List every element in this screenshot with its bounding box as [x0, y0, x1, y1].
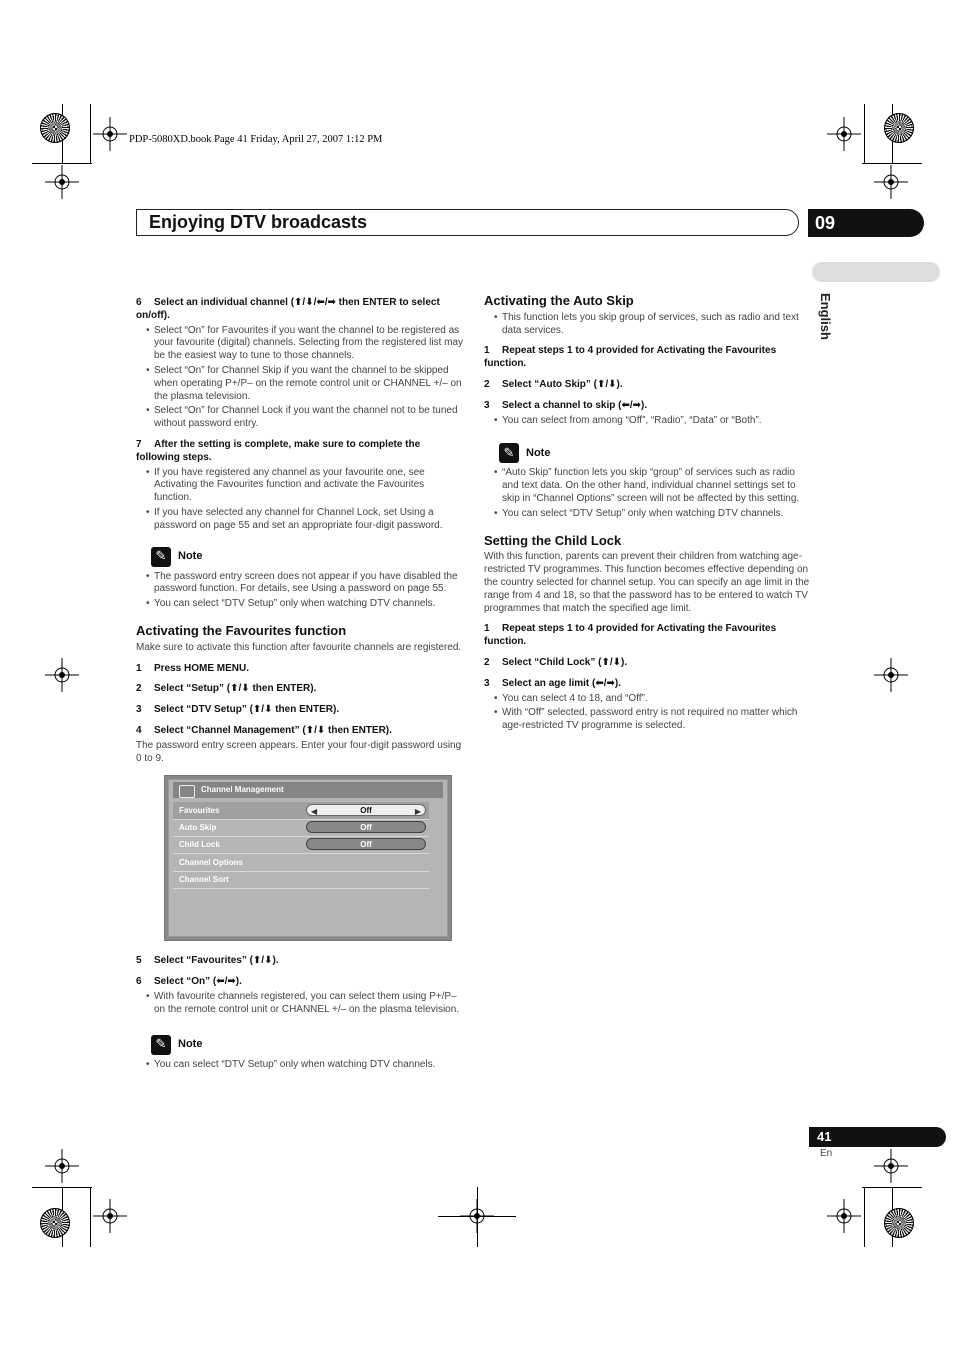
- step: 1 Repeat steps 1 to 4 provided for Activating the Favourites function.: [484, 345, 777, 370]
- step: 1 Repeat steps 1 to 4 provided for Activating the Favourites function.: [484, 623, 777, 648]
- pencil-note-icon: ✎: [151, 547, 171, 567]
- step: 4 Select “Channel Management” (⬆/⬇ then ENTER).: [136, 724, 392, 736]
- registration-crosshair-icon: [827, 117, 861, 151]
- registration-crosshair-icon: [874, 1149, 908, 1183]
- section-heading: Activating the Auto Skip: [484, 293, 634, 308]
- channel-management-screen: [164, 775, 452, 941]
- registration-disc-icon: [40, 1208, 70, 1238]
- step: 3 Select an age limit (⬅/➡).: [484, 677, 622, 689]
- note-label: Note: [178, 550, 203, 563]
- note-header: [136, 547, 464, 567]
- list-item: • Select “On” for Favourites if you want the channel to be registered as your favourite (digital) channels. Selecting from the registered list may be the easiest way to tune to those channels.: [136, 325, 464, 363]
- list-item: • Select “On” for Channel Skip if you want the channel to be skipped when operating P+/P– on the remote control unit or CHANNEL +/– on the plasma television.: [136, 365, 464, 403]
- screen-title: Channel Management: [173, 782, 443, 798]
- note-label: Note: [178, 1038, 203, 1051]
- page-number: 41: [817, 1129, 832, 1144]
- crop-mark: [862, 163, 922, 164]
- registration-disc-icon: [884, 113, 914, 143]
- list-item: • The password entry screen does not appear if you have disabled the password function. For details, see Using a password on page 55.: [136, 571, 464, 597]
- left-column: [136, 297, 464, 1071]
- step: 2 Select “Auto Skip” (⬆/⬇).: [484, 378, 623, 390]
- list-item: • With favourite channels registered, you can select them using P+/P– on the remote control unit or CHANNEL +/– on the plasma television.: [136, 991, 464, 1017]
- monitor-icon: [179, 785, 195, 798]
- arrow-left-icon: ◀: [311, 807, 318, 817]
- arrow-right-icon: ▶: [414, 807, 421, 817]
- crop-mark: [862, 1187, 922, 1188]
- language-label: English: [818, 293, 833, 340]
- crop-mark: [864, 1187, 865, 1247]
- menu-row-auto-skip[interactable]: Auto Skip Off: [173, 819, 429, 837]
- paragraph: With this function, parents can prevent their children from watching age-restricted TV programmes. This function becomes effective depending on the country selected for channel setup. You can specify an age limit in the range from 4 and 18, so that the password has to be entered to watch TV programmes that match the specified age limit.: [484, 551, 810, 614]
- paragraph: The password entry screen appears. Enter your four-digit password using 0 to 9.: [136, 739, 462, 764]
- section-heading: Activating the Favourites function: [136, 622, 347, 638]
- list-item: • You can select “DTV Setup” only when watching DTV channels.: [136, 598, 464, 611]
- registration-crosshair-icon: [874, 165, 908, 199]
- crop-mark: [90, 1187, 91, 1247]
- list-item: • You can select from among “Off”, “Radio”, “Data” or “Both”.: [484, 415, 810, 428]
- list-item: • This function lets you skip group of services, such as radio and text data services.: [484, 312, 810, 338]
- list-item: • You can select “DTV Setup” only when watching DTV channels.: [136, 1059, 464, 1072]
- registration-crosshair-icon: [93, 1199, 127, 1233]
- list-item: • “Auto Skip” function lets you skip “group” of services such as radio and text data. On the other hand, individual channel settings set to skip in “Channel Options” screen will not be affected by this setting.: [484, 467, 810, 505]
- section-heading: Setting the Child Lock: [484, 532, 622, 548]
- registration-crosshair-icon: [827, 1199, 861, 1233]
- crop-mark: [477, 1187, 478, 1247]
- menu-row-channel-options[interactable]: Channel Options: [173, 854, 429, 872]
- note-label: Note: [526, 446, 551, 459]
- step: 6 Select an individual channel (⬆/⬇/⬅/➡ then ENTER to select on/off).: [136, 297, 440, 321]
- list-item: • If you have registered any channel as your favourite one, see Activating the Favourites function and activate the Favourites function.: [136, 467, 464, 505]
- step: 1 Press HOME MENU.: [136, 662, 250, 674]
- step: 3 Select a channel to skip (⬅/➡).: [484, 399, 648, 411]
- paragraph: Make sure to activate this function after favourite channels are registered.: [136, 641, 462, 653]
- step: 6 Select “On” (⬅/➡).: [136, 976, 242, 988]
- registration-crosshair-icon: [45, 658, 79, 692]
- registration-crosshair-icon: [874, 658, 908, 692]
- menu-row-favourites[interactable]: Favourites ◀ Off ▶: [173, 802, 429, 820]
- value-pill: Off: [306, 821, 426, 833]
- list-item: • If you have selected any channel for Channel Lock, set Using a password on page 55 and set an appropriate four-digit password.: [136, 507, 464, 533]
- note-header: [484, 443, 810, 463]
- registration-crosshair-icon: [45, 1149, 79, 1183]
- value-selector[interactable]: ◀ Off ▶: [306, 804, 426, 816]
- crop-mark: [32, 1187, 92, 1188]
- registration-disc-icon: [40, 113, 70, 143]
- registration-crosshair-icon: [93, 117, 127, 151]
- registration-disc-icon: [884, 1208, 914, 1238]
- chapter-number: 09: [815, 213, 836, 233]
- crop-mark: [32, 163, 92, 164]
- page-language: En: [820, 1148, 833, 1159]
- crop-mark: [90, 104, 91, 164]
- pencil-note-icon: ✎: [151, 1035, 171, 1055]
- page-title: Enjoying DTV broadcasts: [149, 212, 368, 232]
- book-info: PDP-5080XD.book Page 41 Friday, April 27, 2007 1:12 PM: [129, 134, 383, 145]
- crop-mark: [864, 104, 865, 164]
- list-item: • With “Off” selected, password entry is not required no matter which age-restricted TV programme is selected.: [484, 707, 810, 733]
- step: 2 Select “Child Lock” (⬆/⬇).: [484, 656, 628, 668]
- menu-row-channel-sort[interactable]: Channel Sort: [173, 871, 429, 889]
- language-tab: [812, 262, 940, 282]
- registration-crosshair-icon: [45, 165, 79, 199]
- value-pill: Off: [306, 838, 426, 850]
- list-item: • Select “On” for Channel Lock if you want the channel not to be tuned without password entry.: [136, 405, 464, 431]
- note-header: [136, 1035, 464, 1055]
- menu-row-child-lock[interactable]: Child Lock Off: [173, 836, 429, 854]
- step: 2 Select “Setup” (⬆/⬇ then ENTER).: [136, 683, 317, 695]
- step: 7 After the setting is complete, make sure to complete the following steps.: [136, 438, 421, 463]
- step: 3 Select “DTV Setup” (⬆/⬇ then ENTER).: [136, 704, 340, 716]
- list-item: • You can select 4 to 18, and “Off”.: [484, 693, 810, 706]
- right-column: [484, 295, 810, 733]
- list-item: • You can select “DTV Setup” only when watching DTV channels.: [484, 508, 810, 521]
- step: 5 Select “Favourites” (⬆/⬇).: [136, 955, 279, 967]
- pencil-note-icon: ✎: [499, 443, 519, 463]
